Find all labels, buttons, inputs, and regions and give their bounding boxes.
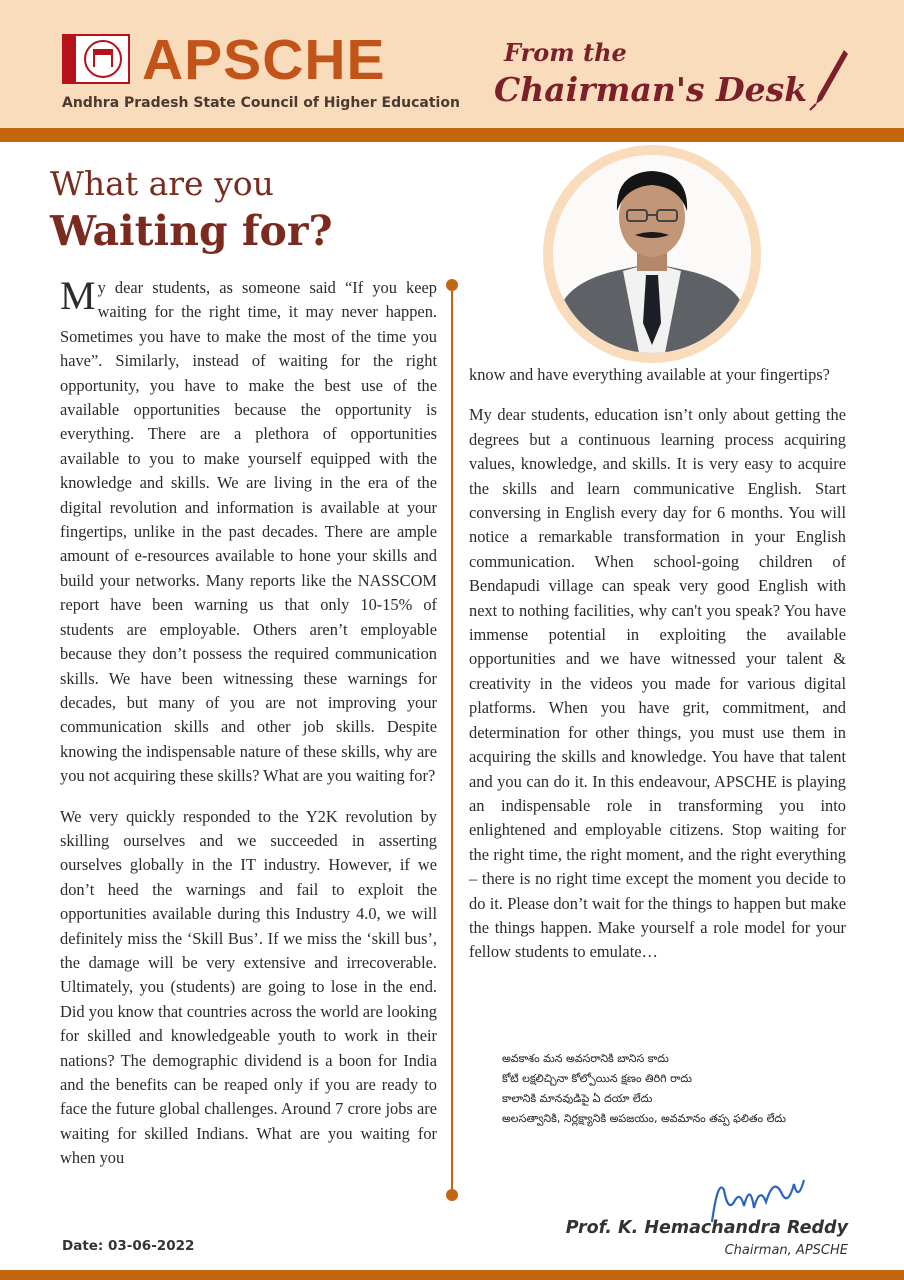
signatory-role: Chairman, APSCHE xyxy=(724,1243,848,1258)
chairman-photo xyxy=(553,155,751,353)
paragraph-4: My dear students, education isn’t only about getting the degrees but a continuous learning process acquiring values, knowledge, and skills. It is very easy to acquire the skills and learn communicative English. Start conversing in English every day for 6 months. You will notice a remarkable transformation in your English communication. When school-going children of Bendapudi village can speak very good English with next to nothing facilities, why can't you speak? You have immense potential in exploiting the available opportunities and we have witnessed your talent & creativity in the videos you made for various digital platforms. When you have grit, commitment, and determination for other things, you must use them in acquiring the skills and knowledge. You have that talent and you can do it. In this endeavour, APSCHE is playing an indispensable role in transforming you into enlightened and employable citizens. Stop waiting for the right time, the right moment, and the right everything – there is no right time except the moment you decide to do it. Please don’t wait for the things to happen but make the things happen. Make yourself a role model for your fellow students to emulate… xyxy=(469,405,846,962)
title-line-1: What are you xyxy=(50,164,274,203)
divider-dot-top xyxy=(446,279,458,291)
apsche-emblem-icon xyxy=(62,34,130,84)
poem-line: అవకాశం మన అవసరానికి బానిస కాదు xyxy=(502,1052,669,1065)
pen-icon xyxy=(808,48,852,112)
bottom-band xyxy=(0,1270,904,1280)
paragraph-3: know and have everything available at your fingertips? xyxy=(469,365,830,384)
dropcap: M xyxy=(60,273,96,318)
brand-subtitle: Andhra Pradesh State Council of Higher Education xyxy=(62,95,460,111)
signatory-name: Prof. K. Hemachandra Reddy xyxy=(565,1218,848,1238)
left-column xyxy=(60,273,437,1187)
desk-title: Chairman's Desk xyxy=(494,70,808,109)
divider-dot-bottom xyxy=(446,1189,458,1201)
date: Date: 03-06-2022 xyxy=(62,1238,195,1254)
paragraph-1-text: y dear students, as someone said “If you keep waiting for the right time, it may never happen. Sometimes you have to make the most of the time you have”. Similarly, instead of waiting for the right opportunity, you have to make the best use of the available opportunities because the opportunity is everything. There are a plethora of opportunities available to you to make yourself equipped with the knowledge and skills. We are living in the era of the digital revolution and information is available at your fingertips, unlike in the past decades. There are ample amount of e-resources available to hone your skills and build your networks. Many reports like the NASSCOM report have been warning us that only 10-15% of students are employable. Others aren’t employable because they don’t possess the required communication skills. We have been witnessing these warnings for decades, but many of you are not improving your communication skills and other job skills. Despite knowing the indispensable nature of these skills, why are you not acquiring these skills? What are you waiting for? xyxy=(60,278,437,786)
brand-title: APSCHE xyxy=(142,28,386,92)
poem-line: కోటి లక్షలిచ్చినా కోల్పోయిన క్షణం తిరిగి రాదు xyxy=(502,1072,692,1085)
telugu-poem xyxy=(502,1049,786,1129)
desk-from: From the xyxy=(504,38,627,67)
right-column xyxy=(469,363,846,981)
header xyxy=(0,0,904,128)
poem-line: కాలానికి మానవుడిపై ఏ దయా లేదు xyxy=(502,1092,653,1105)
column-divider xyxy=(451,285,453,1195)
title-line-2: Waiting for? xyxy=(50,207,333,255)
paragraph-2: We very quickly responded to the Y2K revolution by skilling ourselves and we succeeded in asserting ourselves globally in the IT industry. However, if we don’t heed the warnings and fail to exploit the opportunities available during this Industry 4.0, we will definitely miss the ‘Skill Bus’. If we miss the ‘skill bus’, the damage will be very extensive and irrecoverable. Ultimately, you (students) are going to lose in the end. Did you know that countries across the world are looking for skilled and knowledgeable youth to work in their nations? The demographic dividend is a boon for India and the benefits can be reaped only if you are ready to face the future global challenges. Around 7 crore jobs are waiting for skilled Indians. What are you waiting for when you xyxy=(60,806,437,1168)
top-band xyxy=(0,128,904,142)
paragraph-1 xyxy=(60,273,437,789)
poem-line: అలసత్వానికి, నిర్లక్ష్యానికి అపజయం, అవమానం తప్ప ఫలితం లేదు xyxy=(502,1112,786,1125)
